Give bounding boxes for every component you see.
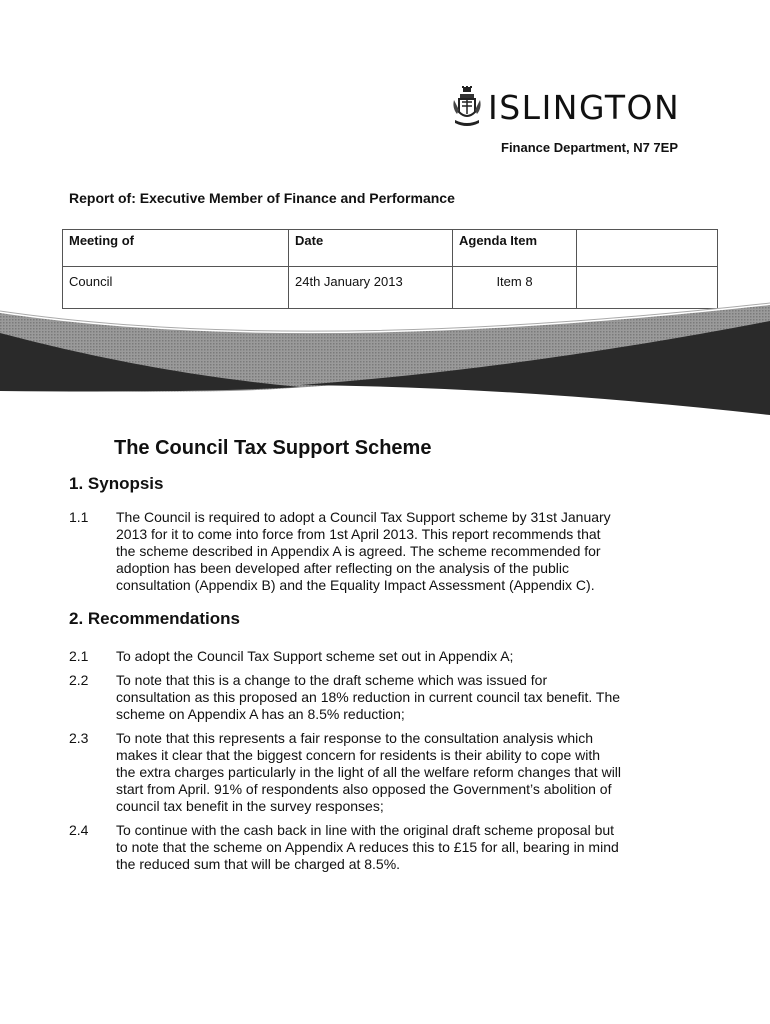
text-line: makes it clear that the biggest concern for residents is their ability to cope with xyxy=(116,747,601,763)
text-line: the reduced sum that will be charged at 8.5%. xyxy=(116,856,401,872)
paragraph-number: 2.4 xyxy=(69,822,89,838)
header-meeting-of: Meeting of xyxy=(63,230,289,267)
cell-meeting: Council xyxy=(63,267,289,309)
text-line: The Council is required to adopt a Council Tax Support scheme by 31st January xyxy=(116,509,611,525)
paragraph-2-4 xyxy=(69,822,689,873)
paragraph-2-3 xyxy=(69,730,689,815)
section-heading-recommendations: 2. Recommendations xyxy=(69,609,240,628)
text-line: the scheme described in Appendix A is agreed. The scheme recommended for xyxy=(116,543,601,559)
text-line: To note that this is a change to the draft scheme which was issued for xyxy=(116,672,548,688)
header-empty xyxy=(577,230,718,267)
text-line: council tax benefit in the survey responses; xyxy=(116,798,384,814)
header-date: Date xyxy=(289,230,453,267)
decorative-swoosh xyxy=(0,295,770,420)
text-line: consultation (Appendix B) and the Equality Impact Assessment (Appendix C). xyxy=(116,577,595,593)
coat-of-arms-icon xyxy=(452,86,482,128)
paragraph-number: 1.1 xyxy=(69,509,89,525)
text-line: To note that this represents a fair response to the consultation analysis which xyxy=(116,730,594,746)
text-line: 2013 for it to come into force from 1st April 2013. This report recommends that xyxy=(116,526,601,542)
text-line: consultation as this proposed an 18% reduction in current council tax benefit. The xyxy=(116,689,621,705)
paragraph-number: 2.1 xyxy=(69,648,89,664)
paragraph-number: 2.3 xyxy=(69,730,89,746)
text-line: To continue with the cash back in line with the original draft scheme proposal but xyxy=(116,822,615,838)
section-heading-synopsis: 1. Synopsis xyxy=(69,474,164,493)
report-of: Report of: Executive Member of Finance and Performance xyxy=(69,190,455,206)
cell-agenda-item: Item 8 xyxy=(453,267,577,309)
paragraph-2-2 xyxy=(69,672,689,723)
paragraph-1-1 xyxy=(69,509,689,594)
document-title: The Council Tax Support Scheme xyxy=(114,437,432,459)
cell-date: 24th January 2013 xyxy=(289,267,453,309)
logo-wordmark: ISLINGTON xyxy=(488,87,681,127)
text-line: scheme on Appendix A has an 8.5% reduction; xyxy=(116,706,405,722)
text-line: adoption has been developed after reflecting on the analysis of the public xyxy=(116,560,569,576)
paragraph-number: 2.2 xyxy=(69,672,89,688)
header-agenda-item: Agenda Item xyxy=(453,230,577,267)
text-line: To adopt the Council Tax Support scheme set out in Appendix A; xyxy=(116,648,514,664)
text-line: the extra charges particularly in the light of all the welfare reform changes that will xyxy=(116,764,622,780)
department-address: Finance Department, N7 7EP xyxy=(501,140,678,155)
table-header-row xyxy=(63,230,718,267)
text-line: to note that the scheme on Appendix A reduces this to £15 for all, bearing in mind xyxy=(116,839,619,855)
paragraph-2-1 xyxy=(69,648,689,665)
islington-logo xyxy=(452,84,680,130)
text-line: start from April. 91% of respondents also opposed the Government’s abolition of xyxy=(116,781,612,797)
